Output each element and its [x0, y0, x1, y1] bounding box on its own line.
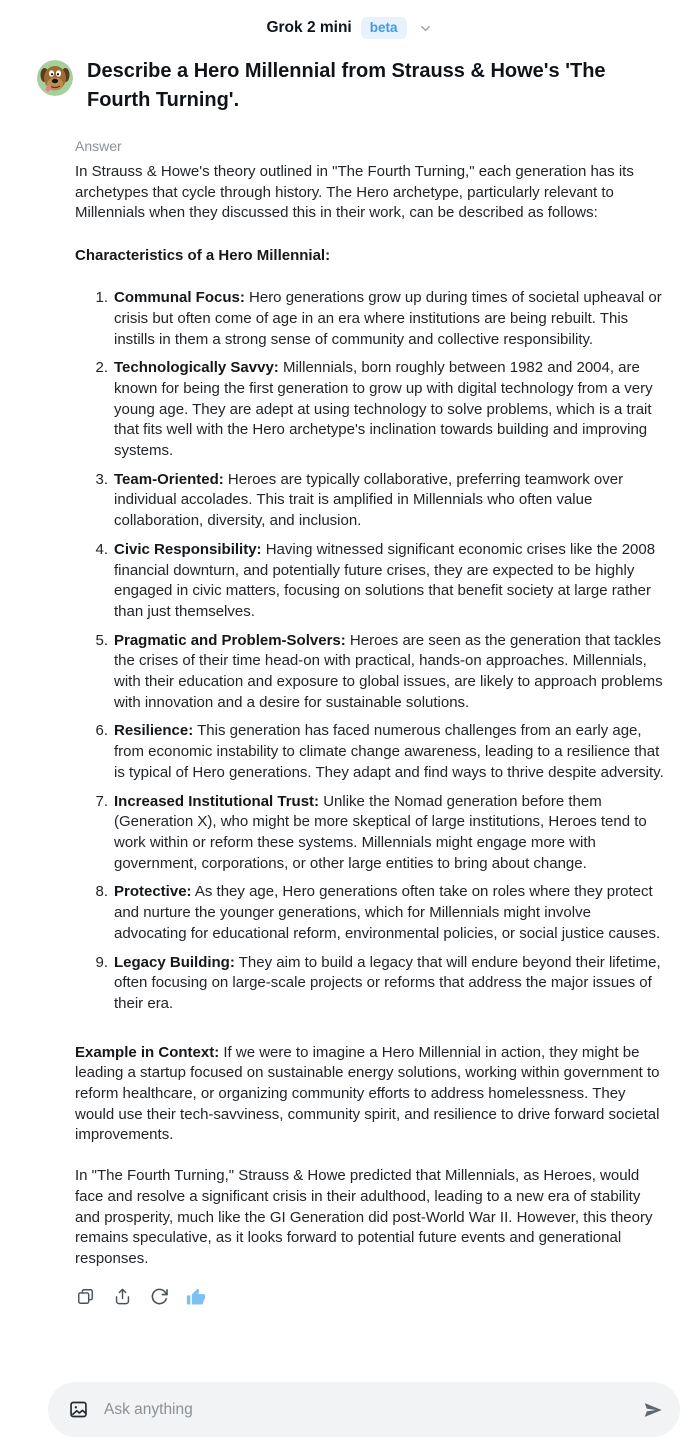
model-selector[interactable]	[0, 0, 699, 44]
list-item: 3. Team-Oriented: Heroes are typically collaborative, preferring teamwork over individual accolades. This trait is amplified in Millennials who often value collaboration, diversity, and inclusion.	[95, 470, 624, 530]
answer-toolbar	[0, 1270, 699, 1307]
list-item: 8. Protective: As they age, Hero generations often take on roles where they protect and nurture the younger generations, which for Millennials might involve advocating for educational reform, environmental policies, or social justice causes.	[95, 883, 661, 942]
model-name: Grok 2 mini	[266, 19, 352, 36]
user-avatar	[37, 60, 73, 96]
question-title: Describe a Hero Millennial from Strauss & Howe's 'The Fourth Turning'.	[87, 60, 606, 111]
send-icon[interactable]	[642, 1399, 664, 1421]
characteristics-heading: Characteristics of a Hero Millennial:	[75, 247, 331, 265]
answer-section	[0, 138, 699, 1270]
list-item: 5. Pragmatic and Problem-Solvers: Heroes are seen as the generation that tackles the crises of their time head-on with practical, hands-on approaches. Millennials, with their education and exposure to global issues, are likely to approach problems with innovation and a desire for sustainable solutions.	[95, 631, 663, 711]
composer-bar	[48, 1382, 680, 1437]
answer-intro: In Strauss & Howe's theory outlined in "The Fourth Turning," each generation has its archetypes that cycle through history. The Hero archetype, particularly relevant to Millennials when they discussed this in their work, can be described as follows:	[75, 163, 634, 222]
list-item: 1. Communal Focus: Hero generations grow up during times of societal upheaval or crisis but often come of age in an era where institutions are being rebuilt. This instills in them a strong sense of community and collective responsibility.	[95, 289, 662, 348]
share-icon[interactable]	[112, 1287, 132, 1307]
regenerate-icon[interactable]	[149, 1287, 169, 1307]
chevron-down-icon[interactable]	[418, 21, 433, 36]
list-item: 7. Increased Institutional Trust: Unlike the Nomad generation before them (Generation X), who might be more skeptical of large institutions, Heroes tend to work within or reform these systems. Millennials might engage more with government, corporations, or other large entities to bring about change.	[95, 792, 647, 872]
list-item: 4. Civic Responsibility: Having witnessed significant economic crises like the 2008 financial downturn, and potentially future crises, they are expected to be highly engaged in civic matters, focusing on solutions that benefit society at large rather than just themselves.	[95, 540, 656, 620]
characteristics-list	[75, 288, 665, 1015]
answer-label: Answer	[75, 138, 122, 154]
image-icon[interactable]	[68, 1399, 89, 1420]
beta-badge: beta	[361, 17, 407, 39]
chat-input[interactable]	[104, 1401, 642, 1419]
list-item: 6. Resilience: This generation has faced numerous challenges from an early age, from economic instability to climate change awareness, leading to a resilience that is typical of Hero generations. They adapt and find ways to thrive despite adversity.	[95, 722, 664, 781]
closing-paragraph: In "The Fourth Turning," Strauss & Howe predicted that Millennials, as Heroes, would face and resolve a significant crisis in their adulthood, leading to a new era of stability and prosperity, much like the GI Generation did post-World War II. However, this theory remains speculative, as it looks forward to potential future events and generational responses.	[75, 1167, 653, 1267]
question-row	[0, 44, 699, 115]
thumbs-up-icon[interactable]	[186, 1287, 206, 1307]
list-item: 9. Legacy Building: They aim to build a legacy that will endure beyond their lifetime, often focusing on large-scale projects or reforms that address the major issues of their era.	[95, 953, 661, 1012]
list-item: 2. Technologically Savvy: Millennials, born roughly between 1982 and 2004, are known for being the first generation to grow up with digital technology from a very young age. They are adept at using technology to solve problems, which is a trait that fits well with the Hero archetype's inclination towards building and improving systems.	[95, 359, 653, 460]
copy-icon[interactable]	[75, 1287, 95, 1307]
example-paragraph: Example in Context: If we were to imagine a Hero Millennial in action, they might be leading a startup focused on sustainable energy solutions, working within government to reform healthcare, or organizing community efforts to address homelessness. They would use their tech-savviness, community spirit, and resilience to drive forward societal improvements.	[75, 1043, 660, 1144]
